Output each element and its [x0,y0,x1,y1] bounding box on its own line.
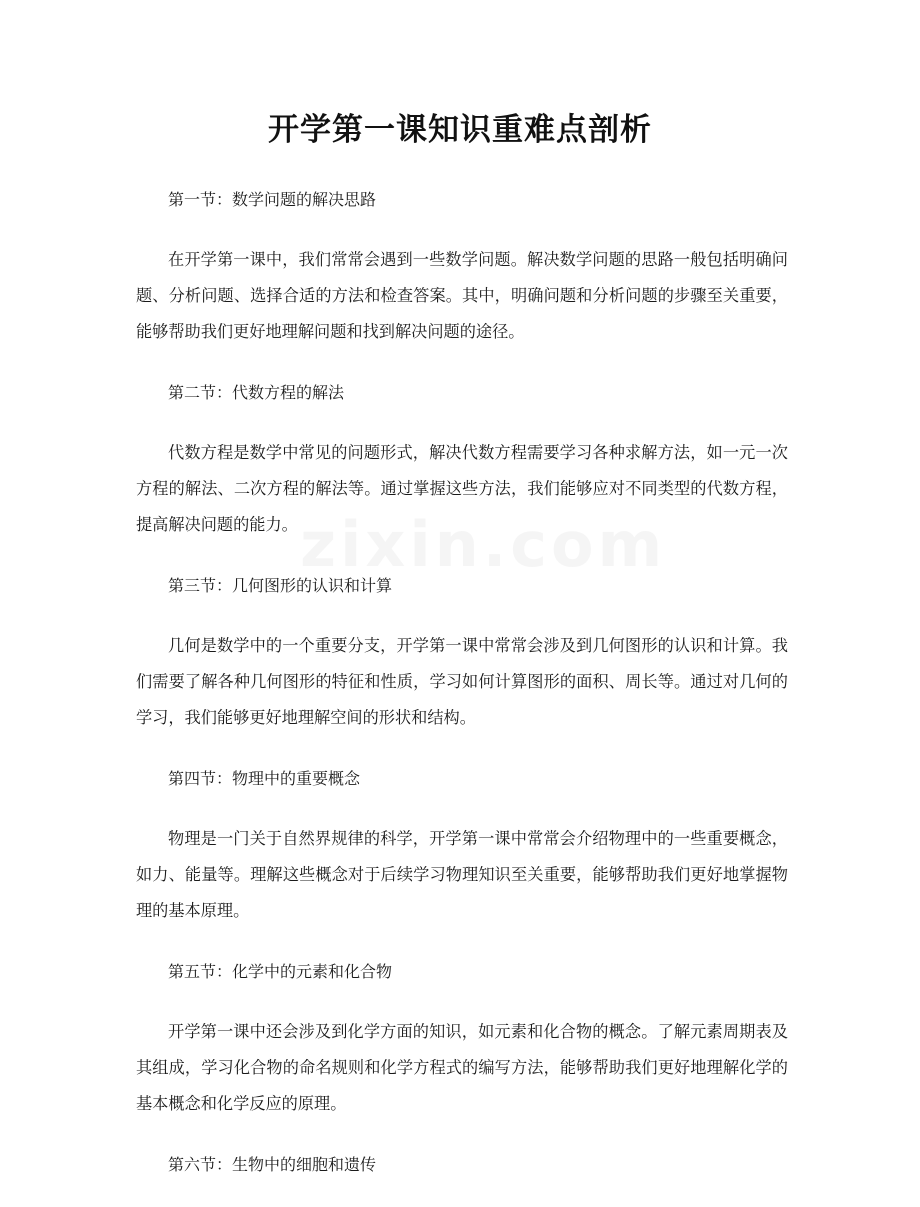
section-body-1: 在开学第一课中，我们常常会遇到一些数学问题。解决数学问题的思路一般包括明确问题、分析问题、选择合适的方法和检查答案。其中，明确问题和分析问题的步骤至关重要，能够帮助我们更好地理解问题和找到解决问题的途径。 [136,250,788,341]
section-body-2: 代数方程是数学中常见的问题形式，解决代数方程需要学习各种求解方法，如一元一次方程的解法、二次方程的解法等。通过掌握这些方法，我们能够应对不同类型的代数方程，提高解决问题的能力。 [136,443,788,534]
section-heading-1: 第一节：数学问题的解决思路 [168,190,377,209]
section-body-3: 几何是数学中的一个重要分支，开学第一课中常常会涉及到几何图形的认识和计算。我们需要了解各种几何图形的特征和性质，学习如何计算图形的面积、周长等。通过对几何的学习，我们能够更好地理解空间的形状和结构。 [136,636,788,727]
section-heading-5: 第五节：化学中的元素和化合物 [168,962,393,981]
watermark: zixin.com [300,508,667,581]
document-title: 开学第一课知识重难点剖析 [268,112,652,148]
section-heading-2: 第二节：代数方程的解法 [168,383,345,402]
document-body [136,182,788,1207]
section-body-4: 物理是一门关于自然界规律的科学，开学第一课中常常会介绍物理中的一些重要概念，如力、能量等。理解这些概念对于后续学习物理知识至关重要，能够帮助我们更好地掌握物理的基本原理。 [136,829,788,920]
section-body-5: 开学第一课中还会涉及到化学方面的知识，如元素和化合物的概念。了解元素周期表及其组成，学习化合物的命名规则和化学方程式的编写方法，能够帮助我们更好地理解化学的基本概念和化学反应的原理。 [136,1022,788,1113]
section-heading-4: 第四节：物理中的重要概念 [168,769,361,788]
section-heading-3: 第三节：几何图形的认识和计算 [168,576,393,595]
section-heading-6: 第六节：生物中的细胞和遗传 [168,1155,377,1174]
